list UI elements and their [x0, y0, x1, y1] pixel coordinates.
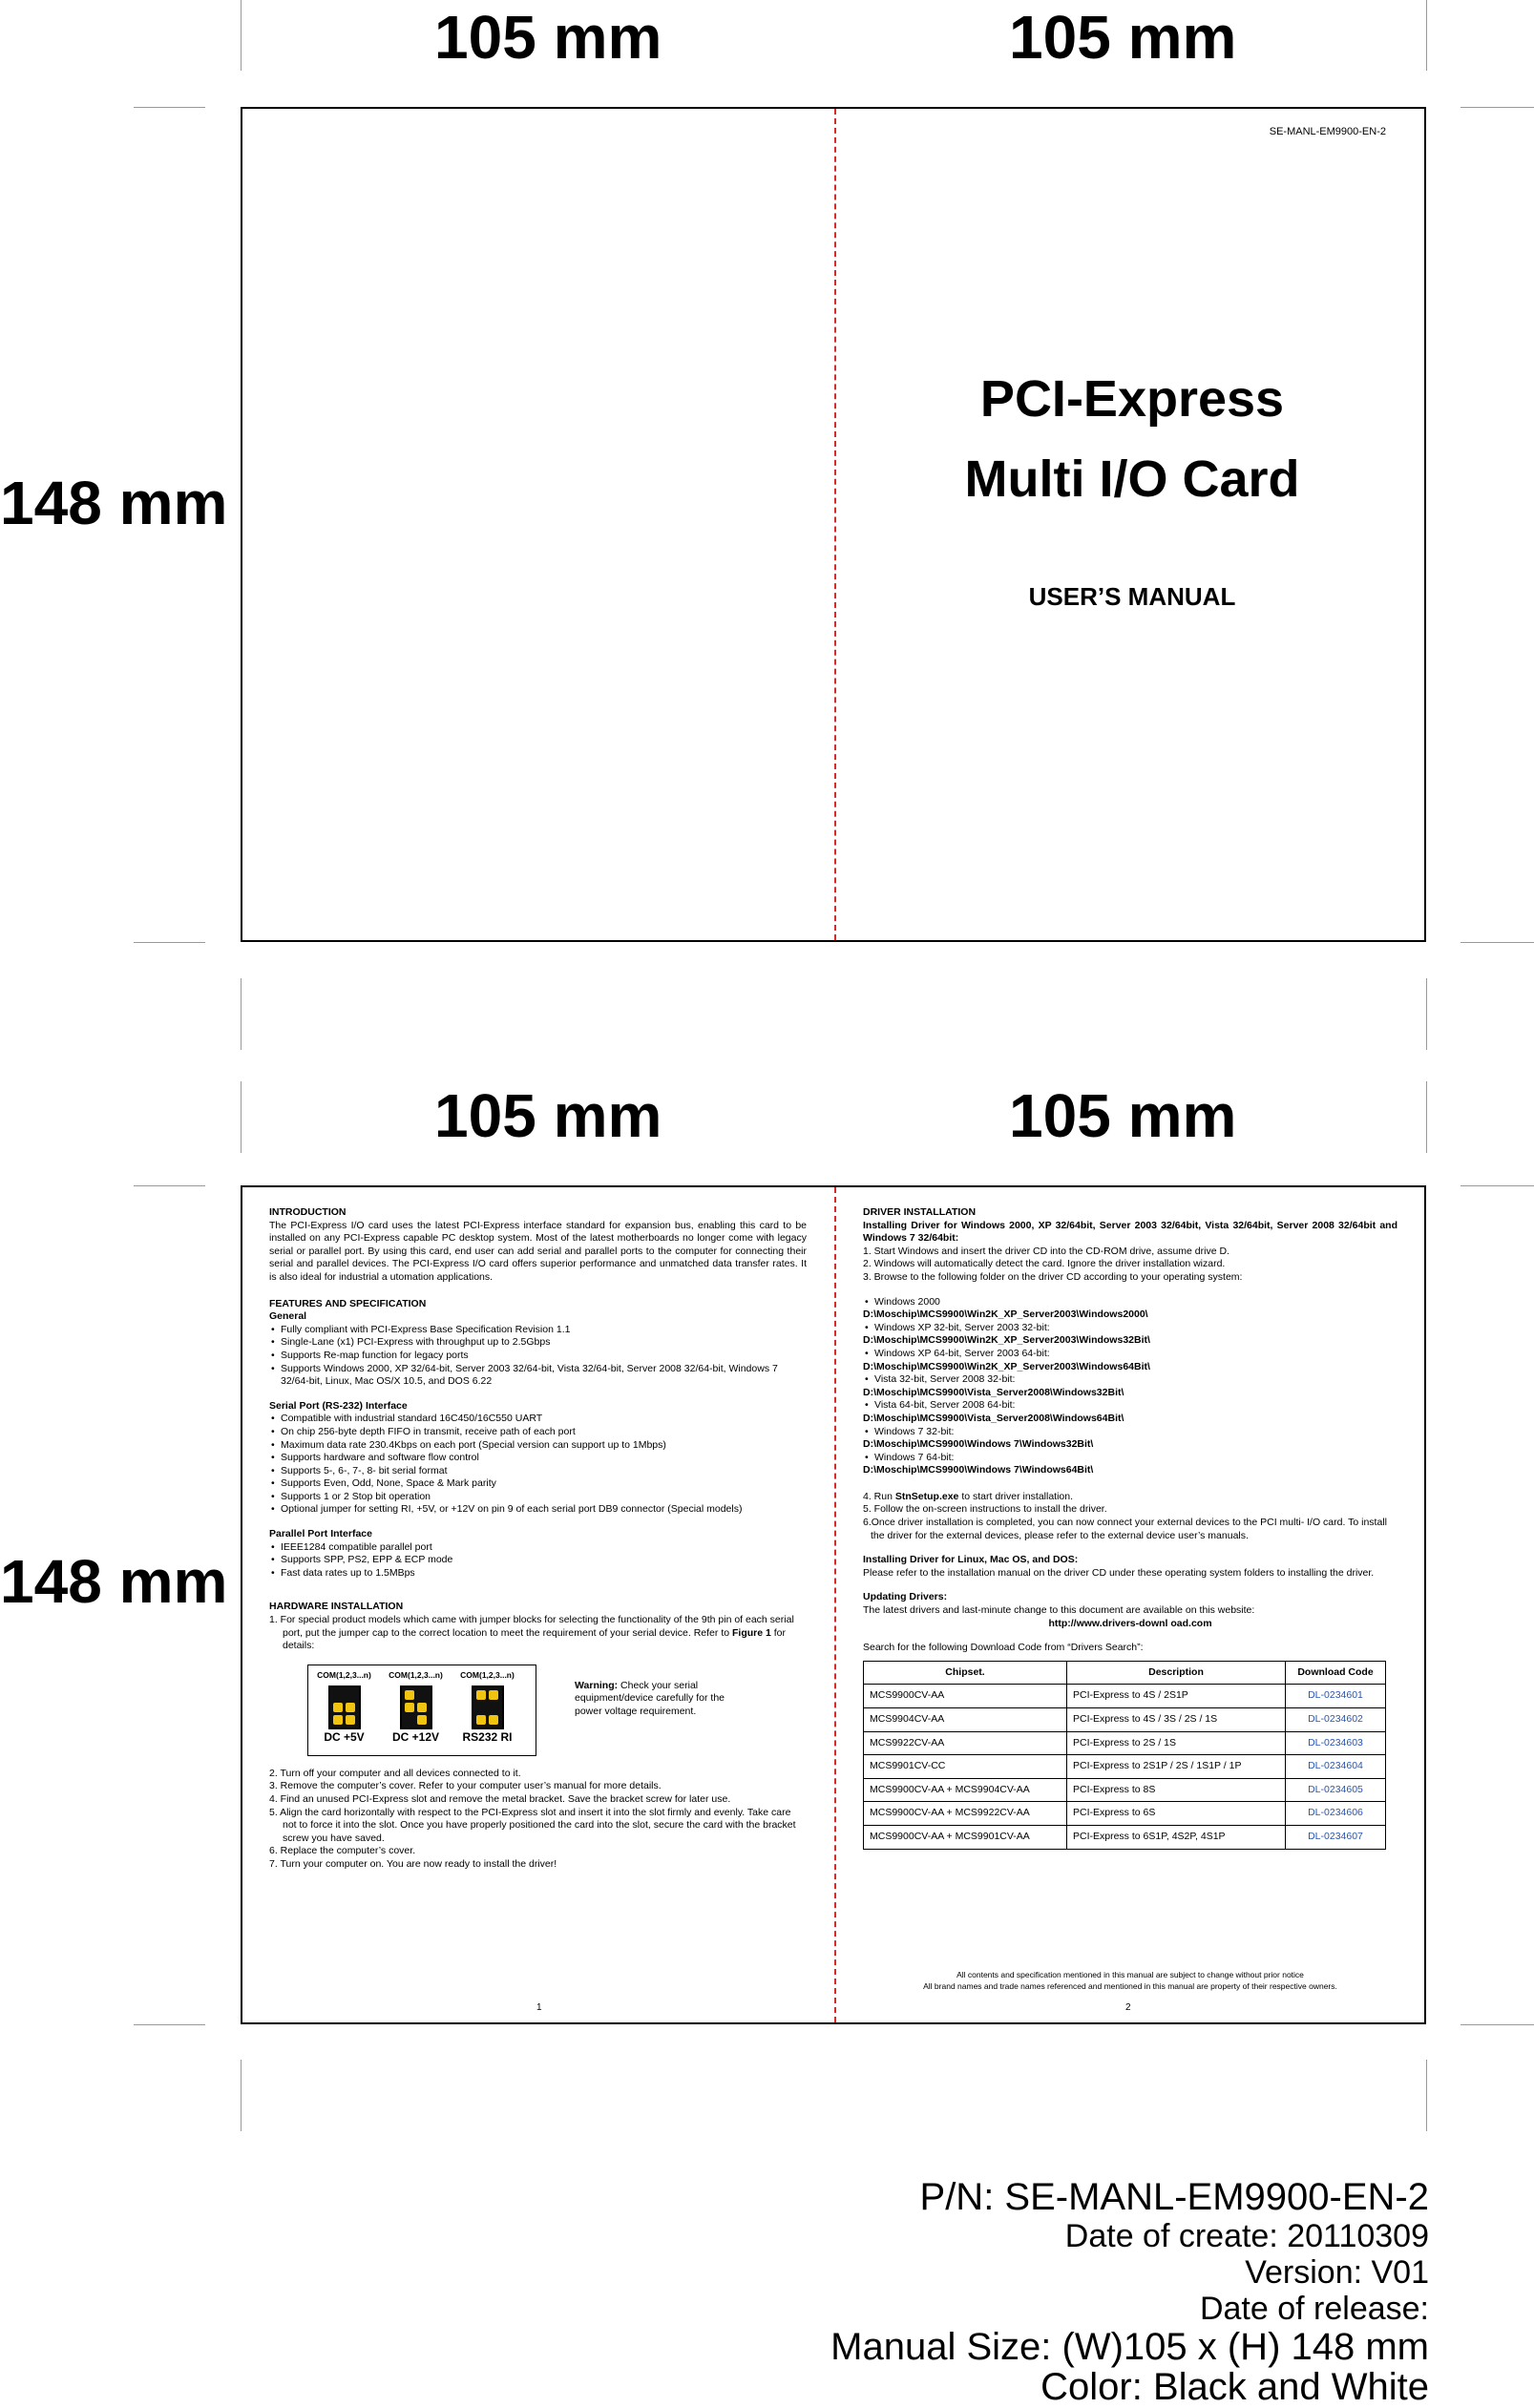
- date-of-create: Date of create: 20110309: [1064, 2218, 1429, 2254]
- list-item: • Supports Windows 2000, XP 32/64-bit, Server 2003 32/64-bit, Vista 32/64-bit, Server 2008 32/64-bit, Windows 7 32/64-bit, Linux, Mac OS/X 10.5, and DOS 6.22: [269, 1363, 807, 1389]
- jumper-pins: [472, 1686, 504, 1729]
- download-code[interactable]: DL-0234604: [1286, 1755, 1386, 1779]
- column-header: Description: [1067, 1661, 1286, 1685]
- os-path: D:\Moschip\MCS9900\Windows 7\Windows64Bit\: [863, 1464, 1094, 1476]
- cover-subtitle: USER’S MANUAL: [1028, 582, 1236, 611]
- win-step: 3. Browse to the following folder on the driver CD according to your operating system:: [863, 1270, 1243, 1283]
- fold-line: [834, 109, 836, 940]
- download-table: [863, 1661, 1386, 1850]
- version: Version: V01: [1245, 2254, 1429, 2291]
- intro-text: The PCI-Express I/O card uses the latest PCI-Express interface standard for expansion bus, enabling this card to be installed on any PCI-Express capable PC desktop system. Most of the latest motherboards no longer come with legacy serial or parallel port. By using this card, end user can add serial and parallel ports to the computer for connecting their serial and parallel devices. The PCI-Express I/O card offers superior performance and unmatched data transfer rates. It is also ideal for industrial a utomation applications.: [269, 1219, 807, 1283]
- table-cell: PCI-Express to 2S / 1S: [1067, 1731, 1286, 1755]
- setup-exe: StnSetup.exe: [894, 1490, 959, 1502]
- list-item: • Maximum data rate 230.4Kbps on each port (Special version can support up to 1Mbps): [269, 1439, 807, 1453]
- table-header-row: [864, 1661, 1386, 1685]
- list-item: • Optional jumper for setting RI, +5V, or +12V on pin 9 of each serial port DB9 connector (Special models): [269, 1503, 807, 1517]
- download-code[interactable]: DL-0234606: [1286, 1802, 1386, 1826]
- figure-ref: Figure 1: [732, 1626, 771, 1639]
- list-item: • Supports 5-, 6-, 7-, 8- bit serial format: [269, 1465, 807, 1478]
- figure-1: [269, 1659, 807, 1764]
- table-cell: PCI-Express to 4S / 3S / 2S / 1S: [1067, 1708, 1286, 1732]
- table-cell: MCS9900CV-AA + MCS9904CV-AA: [864, 1778, 1067, 1802]
- warning-note: [575, 1680, 746, 1719]
- list-item: • IEEE1284 compatible parallel port: [269, 1541, 807, 1555]
- website-link[interactable]: http://www.drivers-downl oad.com: [1048, 1617, 1212, 1629]
- jumper-header: COM(1,2,3...n): [389, 1669, 443, 1680]
- linux-heading: Installing Driver for Linux, Mac OS, and DOS:: [863, 1554, 1079, 1566]
- cover-spread: [241, 107, 1426, 942]
- table-cell: PCI-Express to 6S1P, 4S2P, 4S1P: [1067, 1825, 1286, 1849]
- manual-size: Manual Size: (W)105 x (H) 148 mm: [830, 2326, 1429, 2368]
- list-item: • Supports hardware and software flow control: [269, 1452, 807, 1465]
- os-path: D:\Moschip\MCS9900\Windows 7\Windows32Bit\: [863, 1438, 1094, 1451]
- win-step: 2. Windows will automatically detect the card. Ignore the driver installation wizard.: [863, 1258, 1226, 1270]
- table-cell: PCI-Express to 8S: [1067, 1778, 1286, 1802]
- list-item: 2. Turn off your computer and all devices connected to it.: [269, 1767, 521, 1779]
- table-cell: MCS9900CV-AA: [864, 1685, 1067, 1708]
- download-code[interactable]: DL-0234601: [1286, 1685, 1386, 1708]
- list-item: 7. Turn your computer on. You are now ready to install the driver!: [269, 1857, 557, 1870]
- features-heading: FEATURES AND SPECIFICATION: [269, 1297, 427, 1309]
- color-info: Color: Black and White: [1040, 2366, 1429, 2408]
- os-path: D:\Moschip\MCS9900\Vista_Server2008\Windows32Bit\: [863, 1386, 1124, 1398]
- parallel-list: [269, 1541, 807, 1581]
- print-info: [830, 2176, 1429, 2407]
- warning-label: Warning:: [575, 1679, 619, 1691]
- os-path-list: [863, 1296, 1397, 1477]
- table-cell: MCS9904CV-AA: [864, 1708, 1067, 1732]
- table-cell: MCS9901CV-CC: [864, 1755, 1067, 1779]
- page-2: [863, 1206, 1397, 1850]
- list-item: • Supports SPP, PS2, EPP & ECP mode: [269, 1554, 807, 1567]
- os-name: • Vista 64-bit, Server 2008 64-bit:: [863, 1399, 1397, 1413]
- os-path: D:\Moschip\MCS9900\Win2K_XP_Server2003\Windows32Bit\: [863, 1334, 1150, 1347]
- win-step: 1. Start Windows and insert the driver CD into the CD-ROM drive, assume drive D.: [863, 1245, 1229, 1257]
- table-cell: MCS9900CV-AA + MCS9922CV-AA: [864, 1802, 1067, 1826]
- os-name: • Vista 32-bit, Server 2008 32-bit:: [863, 1373, 1397, 1387]
- download-code[interactable]: DL-0234607: [1286, 1825, 1386, 1849]
- os-name: • Windows XP 32-bit, Server 2003 32-bit:: [863, 1322, 1397, 1335]
- list-item: 3. Remove the computer’s cover. Refer to your computer user’s manual for more details.: [269, 1780, 662, 1792]
- step-4: [863, 1491, 1397, 1504]
- table-row: [864, 1802, 1386, 1826]
- page-number: 1: [536, 2002, 542, 2013]
- jumper-header: COM(1,2,3...n): [317, 1669, 371, 1680]
- list-item: 4. Find an unused PCI-Express slot and remove the metal bracket. Save the bracket screw for later use.: [269, 1793, 731, 1805]
- os-path: D:\Moschip\MCS9900\Vista_Server2008\Windows64Bit\: [863, 1412, 1124, 1424]
- part-number: P/N: SE-MANL-EM9900-EN-2: [919, 2176, 1429, 2218]
- list-item: • Fast data rates up to 1.5MBps: [269, 1567, 807, 1581]
- table-row: [864, 1778, 1386, 1802]
- list-item: • Supports Even, Odd, None, Space & Mark parity: [269, 1477, 807, 1491]
- dimension-label: 148 mm: [0, 1547, 228, 1616]
- legal-footer: [853, 1969, 1407, 1992]
- list-item: • Compatible with industrial standard 16C450/16C550 UART: [269, 1413, 807, 1426]
- hw-step-1-text: 1. For special product models which came with jumper blocks for selecting the functionality of the 9th pin of each serial port, put the jumper cap to the correct location to meet the requirement of your serial device. Refer to: [269, 1614, 794, 1639]
- os-path: D:\Moschip\MCS9900\Win2K_XP_Server2003\Windows64Bit\: [863, 1360, 1150, 1372]
- jumper-label: DC +12V: [391, 1730, 440, 1745]
- serial-list: [269, 1413, 807, 1517]
- list-item: • Single-Lane (x1) PCI-Express with throughput up to 2.5Gbps: [269, 1336, 807, 1350]
- os-name: • Windows XP 64-bit, Server 2003 64-bit:: [863, 1348, 1397, 1361]
- hw-step-1-end: for details:: [283, 1626, 787, 1652]
- download-code[interactable]: DL-0234602: [1286, 1708, 1386, 1732]
- list-item: • Supports 1 or 2 Stop bit operation: [269, 1491, 807, 1504]
- os-name: • Windows 7 64-bit:: [863, 1452, 1397, 1465]
- jumper-block: [452, 1669, 523, 1745]
- jumper-label: DC +5V: [324, 1730, 365, 1745]
- hw-steps: [269, 1768, 807, 1872]
- date-of-release: Date of release:: [1199, 2291, 1429, 2327]
- dimension-label: 105 mm: [434, 1081, 662, 1150]
- step-4-pre: 4. Run: [863, 1490, 893, 1502]
- hw-step-1: [269, 1614, 807, 1653]
- table-row: [864, 1755, 1386, 1779]
- os-name: • Windows 7 32-bit:: [863, 1426, 1397, 1439]
- table-cell: PCI-Express to 2S1P / 2S / 1S1P / 1P: [1067, 1755, 1286, 1779]
- jumper-label: RS232 RI: [462, 1730, 513, 1745]
- jumper-header: COM(1,2,3...n): [460, 1669, 515, 1680]
- step-5: 5. Follow the on-screen instructions to install the driver.: [863, 1503, 1107, 1516]
- page-1: [269, 1206, 807, 1872]
- list-item: • Supports Re-map function for legacy ports: [269, 1350, 807, 1363]
- cover-title-line1: PCI-Express: [979, 370, 1285, 428]
- list-item: 6. Replace the computer’s cover.: [269, 1845, 416, 1857]
- general-heading: General: [269, 1310, 307, 1323]
- warning-text: Check your serial equipment/device carefully for the power voltage requirement.: [575, 1679, 725, 1717]
- list-item: • Fully compliant with PCI-Express Base Specification Revision 1.1: [269, 1324, 807, 1337]
- part-code: SE-MANL-EM9900-EN-2: [1269, 126, 1386, 137]
- table-row: [864, 1708, 1386, 1732]
- download-code[interactable]: DL-0234603: [1286, 1731, 1386, 1755]
- updating-text: The latest drivers and last-minute change to this document are available on this website:: [863, 1604, 1255, 1617]
- table-row: [864, 1825, 1386, 1849]
- table-cell: PCI-Express to 6S: [1067, 1802, 1286, 1826]
- table-cell: MCS9922CV-AA: [864, 1731, 1067, 1755]
- download-code[interactable]: DL-0234605: [1286, 1778, 1386, 1802]
- cover-title-line2: Multi I/O Card: [964, 450, 1300, 508]
- dimension-label: 148 mm: [0, 469, 228, 537]
- os-path: D:\Moschip\MCS9900\Win2K_XP_Server2003\Windows2000\: [863, 1309, 1148, 1321]
- search-text: Search for the following Download Code from “Drivers Search”:: [863, 1642, 1144, 1654]
- table-cell: PCI-Express to 4S / 2S1P: [1067, 1685, 1286, 1708]
- dimension-label: 105 mm: [434, 3, 662, 72]
- driver-heading: DRIVER INSTALLATION: [863, 1206, 977, 1218]
- legal-line: All contents and specification mentioned in this manual are subject to change without prior notice: [956, 1970, 1304, 1979]
- dimension-label: 105 mm: [1009, 1081, 1237, 1150]
- jumper-diagram: [307, 1665, 536, 1756]
- step-6: 6.Once driver installation is completed, you can now connect your external devices to the PCI multi- I/O card. To install the driver for the external devices, please refer to the external device user’s manuals.: [863, 1517, 1387, 1541]
- updating-heading: Updating Drivers:: [863, 1591, 948, 1603]
- serial-heading: Serial Port (RS-232) Interface: [269, 1399, 408, 1412]
- jumper-block: [308, 1669, 380, 1745]
- table-row: [864, 1731, 1386, 1755]
- cover-title: [836, 359, 1428, 519]
- parallel-heading: Parallel Port Interface: [269, 1528, 372, 1540]
- table-cell: MCS9900CV-AA + MCS9901CV-AA: [864, 1825, 1067, 1849]
- legal-line: All brand names and trade names referenced and mentioned in this manual are property of their respective owners.: [923, 1981, 1337, 1991]
- list-item: • On chip 256-byte depth FIFO in transmit, receive path of each port: [269, 1426, 807, 1439]
- hw-heading: HARDWARE INSTALLATION: [269, 1601, 404, 1613]
- column-header: Download Code: [1286, 1661, 1386, 1685]
- step-4-post: to start driver installation.: [961, 1490, 1074, 1502]
- fold-line: [834, 1187, 836, 2022]
- inner-spread: [241, 1185, 1426, 2024]
- windows-heading: Installing Driver for Windows 2000, XP 32/64bit, Server 2003 32/64bit, Vista 32/64bit, Server 2008 32/64bit and Windows 7 32/64bit:: [863, 1219, 1397, 1245]
- column-header: Chipset.: [864, 1661, 1067, 1685]
- jumper-pins: [328, 1686, 361, 1729]
- linux-text: Please refer to the installation manual on the driver CD under these operating system folders to installing the driver.: [863, 1566, 1375, 1579]
- page-number: 2: [1125, 2002, 1131, 2013]
- list-item: 5. Align the card horizontally with respect to the PCI-Express slot and insert it into the slot firmly and evenly. Take care not to force it into the slot. Once you have properly positioned the card into the slot, secure the card with the bracket screw you have saved.: [269, 1806, 796, 1844]
- table-row: [864, 1685, 1386, 1708]
- general-list: [269, 1324, 807, 1389]
- os-name: • Windows 2000: [863, 1296, 1397, 1309]
- dimension-label: 105 mm: [1009, 3, 1237, 72]
- jumper-block: [380, 1669, 452, 1745]
- intro-heading: INTRODUCTION: [269, 1206, 347, 1218]
- jumper-pins: [400, 1686, 432, 1729]
